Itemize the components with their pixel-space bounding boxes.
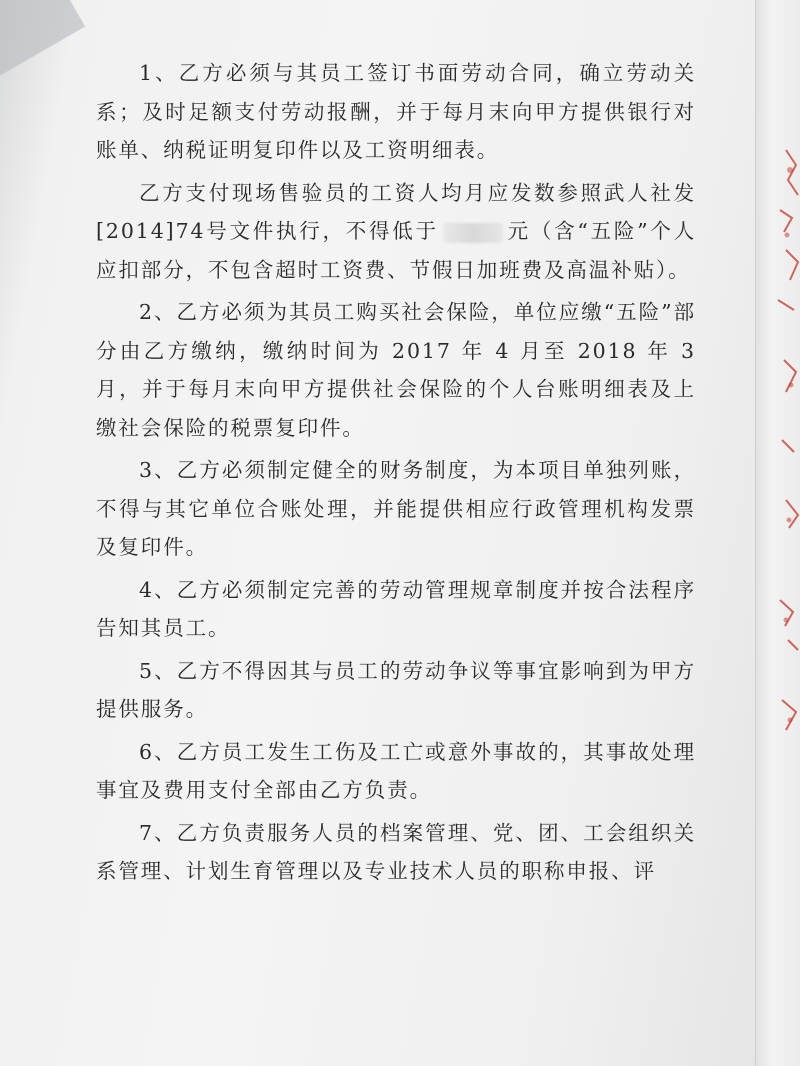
redacted-amount [443, 223, 503, 243]
wage-standard-text-after: 元（含“五险”个人应扣部分，不包含超时工资费、节假日加班费及高温补贴）。 [96, 219, 696, 282]
document-body [96, 54, 696, 895]
clause-4-paragraph: 4、乙方必须制定完善的劳动管理规章制度并按合法程序告知其员工。 [96, 577, 696, 640]
clause-7-paragraph: 7、乙方负责服务人员的档案管理、党、团、工会组织关系管理、计划生育管理以及专业技术人员的职称申报、评 [96, 820, 696, 883]
clause-2-paragraph: 2、乙方必须为其员工购买社会保险，单位应缴“五险”部分由乙方缴纳，缴纳时间为 2017 年 4 月至 2018 年 3 月，并于每月末向甲方提供社会保险的个人台账明细表及上缴社会保险的税票复印件。 [96, 300, 696, 440]
clause-3-paragraph: 3、乙方必须制定健全的财务制度，为本项目单独列账，不得与其它单位合账处理，并能提供相应行政管理机构发票及复印件。 [96, 458, 696, 559]
clause-6-paragraph: 6、乙方员工发生工伤及工亡或意外事故的，其事故处理事宜及费用支付全部由乙方负责。 [96, 739, 696, 802]
clause-1-paragraph: 1、乙方必须与其员工签订书面劳动合同，确立劳动关系；及时足额支付劳动报酬，并于每月末向甲方提供银行对账单、纳税证明复印件以及工资明细表。 [96, 61, 696, 162]
page-stack-edge [755, 0, 800, 1066]
wage-standard-text-before: 乙方支付现场售验员的工资人均月应发数参照武人社发[2014]74号文件执行，不得低于 [96, 180, 696, 243]
clause-5-paragraph: 5、乙方不得因其与员工的劳动争议等事宜影响到为甲方提供服务。 [96, 658, 696, 721]
page-corner-shadow [0, 0, 85, 81]
wage-standard-paragraph [96, 174, 696, 290]
